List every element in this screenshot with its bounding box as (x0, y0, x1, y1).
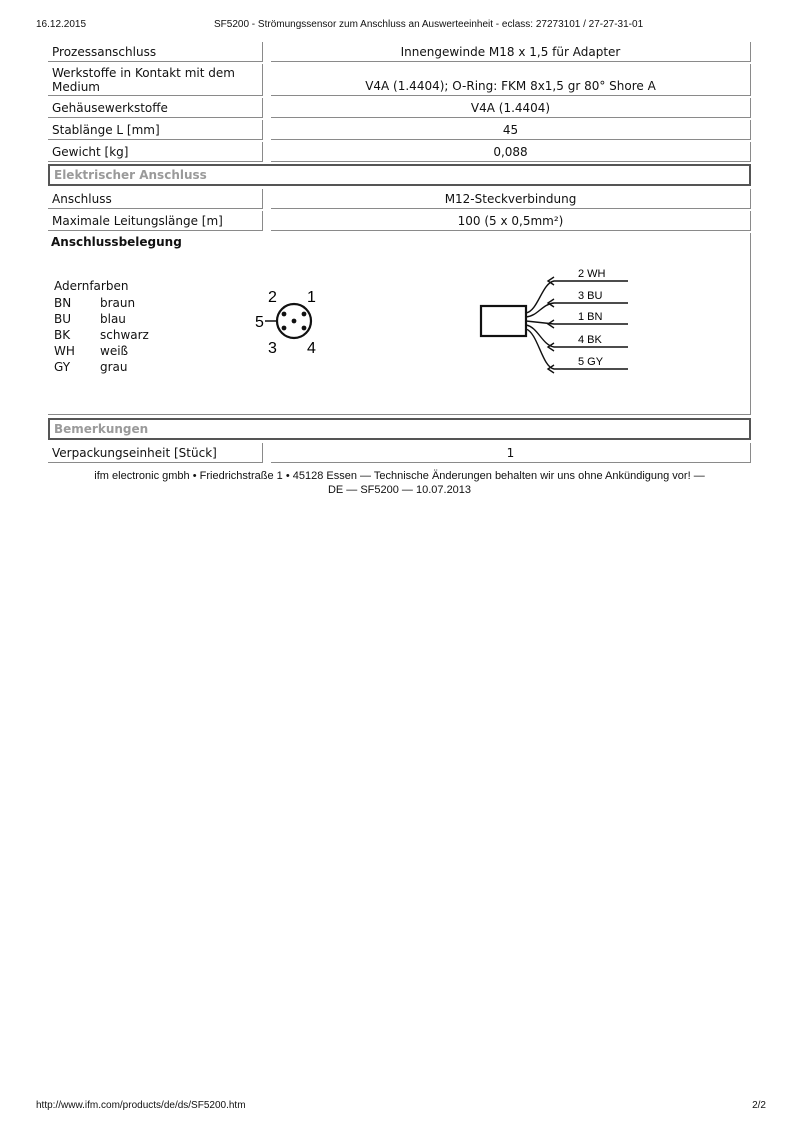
connector-pinout-diagram (248, 283, 328, 363)
legend-color: blau (100, 312, 126, 326)
legend-color: grau (100, 360, 128, 374)
wiring-title: Anschlussbelegung (51, 235, 182, 249)
row-label: Werkstoffe in Kontakt mit dem Medium (48, 64, 263, 96)
row-label: Verpackungseinheit [Stück] (48, 443, 263, 463)
wire-label: 4 BK (578, 334, 602, 346)
legend-item (54, 327, 149, 343)
row-value: 100 (5 x 0,5mm²) (271, 211, 751, 231)
pin-label: 5 (255, 314, 264, 331)
pin-1-dot (302, 312, 307, 317)
table-row (48, 443, 751, 463)
pin-5-dot (292, 319, 297, 324)
table-row (48, 120, 751, 140)
cable-body (481, 306, 526, 336)
row-value: 0,088 (271, 142, 751, 162)
row-value: V4A (1.4404); O-Ring: FKM 8x1,5 gr 80° Shore A (271, 64, 751, 96)
wire-label: 2 WH (578, 268, 606, 280)
wire-label: 3 BU (578, 290, 603, 302)
row-value: V4A (1.4404) (271, 98, 751, 118)
legend-color: schwarz (100, 328, 149, 342)
print-header (36, 19, 766, 33)
table-row (48, 98, 751, 118)
table-row (48, 142, 751, 162)
wire-line (526, 329, 628, 369)
pin-4-dot (302, 326, 307, 331)
legend-code: BN (54, 296, 72, 310)
print-footer-url: http://www.ifm.com/products/de/ds/SF5200.htm (36, 1100, 246, 1111)
legend-color: braun (100, 296, 136, 310)
footer-line-2: DE — SF5200 — 10.07.2013 (327, 484, 472, 496)
section-header-electrical: Elektrischer Anschluss (48, 164, 751, 186)
document-footer (48, 469, 751, 497)
row-label: Prozessanschluss (48, 42, 263, 62)
row-label: Stablänge L [mm] (48, 120, 263, 140)
pin-label: 2 (268, 289, 277, 306)
cable-wiring-diagram (478, 261, 638, 381)
wiring-diagram-block (48, 233, 751, 415)
pin-label: 1 (307, 289, 316, 306)
pin-3-dot (282, 326, 287, 331)
legend-code: GY (54, 360, 71, 374)
table-row (48, 211, 751, 231)
row-value: 1 (271, 443, 751, 463)
wire-label: 5 GY (578, 356, 604, 368)
datasheet (48, 42, 751, 465)
wire-line (526, 303, 628, 317)
row-value: 45 (271, 120, 751, 140)
section-header-remarks: Bemerkungen (48, 418, 751, 440)
footer-line-1: ifm electronic gmbh • Friedrichstraße 1 • 45128 Essen — Technische Änderungen behalten wir uns ohne Ankündigung vor! — (94, 470, 705, 482)
pin-label: 3 (268, 340, 277, 357)
table-row (48, 64, 751, 96)
row-value: Innengewinde M18 x 1,5 für Adapter (271, 42, 751, 62)
legend-code: BU (54, 312, 72, 326)
row-label: Gehäusewerkstoffe (48, 98, 263, 118)
legend-code: WH (54, 344, 75, 358)
wire-line (526, 321, 628, 324)
legend-title: Adernfarben (54, 279, 129, 293)
pin-2-dot (282, 312, 287, 317)
legend-item (54, 295, 149, 311)
legend-item (54, 343, 149, 359)
print-title: SF5200 - Strömungssensor zum Anschluss an Auswerteeinheit - eclass: 27273101 / 27-27-31-01 (214, 19, 644, 30)
wire-label: 1 BN (578, 311, 603, 323)
color-legend (54, 295, 149, 375)
legend-code: BK (54, 328, 71, 342)
wire-line (526, 325, 628, 347)
legend-item (54, 311, 149, 327)
row-value: M12-Steckverbindung (271, 189, 751, 209)
pin-label: 4 (307, 340, 316, 357)
row-label: Anschluss (48, 189, 263, 209)
legend-color: weiß (100, 344, 129, 358)
table-row (48, 42, 751, 62)
legend-item (54, 359, 149, 375)
table-row (48, 189, 751, 209)
page-number: 2/2 (752, 1100, 766, 1111)
row-label: Maximale Leitungslänge [m] (48, 211, 263, 231)
row-label: Gewicht [kg] (48, 142, 263, 162)
print-date: 16.12.2015 (36, 19, 87, 30)
